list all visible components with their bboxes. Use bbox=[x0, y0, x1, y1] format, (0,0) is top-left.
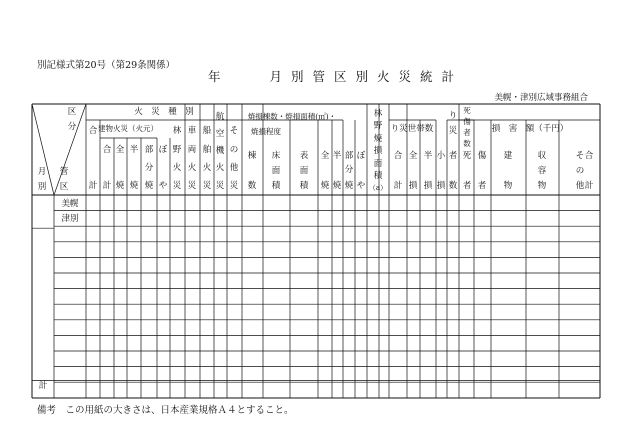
header-label: 舶 bbox=[202, 145, 212, 155]
header-label: 損 bbox=[436, 181, 446, 191]
header-label: り災世帯数 bbox=[390, 124, 434, 134]
header-label: 数 bbox=[247, 181, 257, 191]
header-label: 面 bbox=[299, 166, 309, 176]
header-label: 他 bbox=[575, 181, 585, 191]
header-label: 計 bbox=[102, 181, 112, 191]
header-label: 損 害 額（千円） bbox=[491, 124, 569, 134]
header-label: 者 bbox=[477, 181, 487, 191]
header-label: そ bbox=[575, 151, 585, 161]
header-label: 面 bbox=[271, 166, 281, 176]
header-label: や bbox=[356, 181, 366, 191]
header-label: 面 bbox=[373, 159, 383, 169]
header-label: 積 bbox=[299, 181, 309, 191]
header-label: 者 bbox=[462, 181, 472, 191]
header-label: 全 bbox=[408, 151, 418, 161]
title-main: 月別管区別火災統計 bbox=[269, 69, 464, 84]
header-label: 収 bbox=[537, 151, 547, 161]
header-label: 災 bbox=[172, 181, 182, 191]
header-label: 積 bbox=[373, 171, 383, 181]
header-label: 計 bbox=[393, 181, 403, 191]
header-label: 積 bbox=[271, 181, 281, 191]
header-label: 容 bbox=[537, 166, 547, 176]
header-label: 焼損棟数・焼損面積(㎡)・ bbox=[247, 112, 337, 121]
header-label: 合 bbox=[584, 151, 594, 161]
header-label: 火 bbox=[215, 163, 225, 173]
header-label: 空 bbox=[215, 129, 225, 139]
header-label: の bbox=[229, 145, 239, 155]
header-label: 船 bbox=[202, 126, 212, 136]
header-label: や bbox=[158, 181, 168, 191]
row-label-tsubetsu: 津別 bbox=[61, 214, 79, 224]
header-label: 損 bbox=[408, 181, 418, 191]
header-label: 損 bbox=[423, 181, 433, 191]
header-label: 者 bbox=[448, 151, 458, 161]
header-label: 損 bbox=[373, 146, 383, 156]
header-label: （a） bbox=[368, 184, 388, 192]
header-label: 管 bbox=[59, 167, 69, 177]
header-label: 焼 bbox=[115, 181, 125, 191]
header-label: 火 bbox=[187, 163, 197, 173]
header-label: 火 災 種 別 bbox=[134, 107, 194, 117]
header-label: 表 bbox=[299, 151, 309, 161]
form-number: 別記様式第20号（第29条関係） bbox=[37, 60, 176, 71]
header-label: 部 bbox=[144, 145, 154, 155]
header-label: 林 bbox=[172, 126, 182, 136]
header-label: 災 bbox=[229, 181, 239, 191]
header-label: 建 bbox=[503, 151, 513, 161]
header-label: 建物火災（火元） bbox=[98, 124, 158, 133]
header-label: ぼ bbox=[158, 145, 168, 155]
footnote: 備考 この用紙の大きさは、日本産業規格Ａ４とすること。 bbox=[37, 405, 294, 416]
header-label: 棟 bbox=[247, 151, 257, 161]
row-label-bihoro: 美幌 bbox=[61, 199, 79, 209]
row-label-total: 計 bbox=[38, 381, 48, 391]
header-label: 機 bbox=[215, 146, 225, 156]
title-year: 年 bbox=[208, 69, 222, 84]
header-label: 野 bbox=[373, 121, 383, 131]
header-label: 者 bbox=[463, 128, 471, 137]
header-label: 焼 bbox=[344, 181, 354, 191]
header-label: 焼 bbox=[373, 134, 383, 144]
header-label: の bbox=[575, 166, 585, 176]
header-label: 別 bbox=[37, 182, 47, 192]
header-label: 半 bbox=[332, 151, 342, 161]
header-label: 数 bbox=[463, 139, 471, 148]
header-label: 合 bbox=[393, 151, 403, 161]
header-label: 焼 bbox=[129, 181, 139, 191]
header-label: り bbox=[448, 111, 458, 121]
header-label: 死 bbox=[463, 106, 471, 115]
header-label: 床 bbox=[271, 151, 281, 161]
header-label: 傷 bbox=[477, 151, 487, 161]
header-label: 月 bbox=[37, 167, 47, 177]
organization-name: 美幌・津別広域事務組合 bbox=[494, 93, 588, 103]
header-label: 傷 bbox=[463, 117, 471, 126]
header-label: 区 bbox=[67, 107, 77, 117]
header-label: 災 bbox=[448, 126, 458, 136]
header-label: 焼 bbox=[320, 181, 330, 191]
header-label: 物 bbox=[503, 181, 513, 191]
header-label: 車 bbox=[187, 126, 197, 136]
header-label: 合 bbox=[88, 126, 98, 136]
header-label: 小 bbox=[436, 151, 446, 161]
header-label: そ bbox=[229, 126, 239, 136]
header-label: 林 bbox=[373, 109, 383, 119]
header-label: 火 bbox=[202, 163, 212, 173]
header-label: 両 bbox=[187, 145, 197, 155]
header-label: 焼 bbox=[332, 181, 342, 191]
header-label: 分 bbox=[67, 122, 77, 132]
header-label: 部 bbox=[344, 151, 354, 161]
header-label: 災 bbox=[202, 181, 212, 191]
header-label: 他 bbox=[229, 163, 239, 173]
header-label: 野 bbox=[172, 145, 182, 155]
header-label: 火 bbox=[172, 163, 182, 173]
header-label: 半 bbox=[129, 145, 139, 155]
header-label: ぼ bbox=[356, 151, 366, 161]
header-label: 計 bbox=[584, 181, 594, 191]
header-label: 物 bbox=[537, 181, 547, 191]
header-label: 分 bbox=[144, 163, 154, 173]
header-label: 焼損程度 bbox=[251, 127, 281, 136]
header-label: 災 bbox=[187, 181, 197, 191]
header-label: 区 bbox=[59, 182, 69, 192]
header-label: 全 bbox=[115, 145, 125, 155]
header-label: 合 bbox=[102, 145, 112, 155]
header-label: 計 bbox=[88, 181, 98, 191]
header-label: 半 bbox=[423, 151, 433, 161]
header-label: 焼 bbox=[144, 181, 154, 191]
header-label: 全 bbox=[320, 151, 330, 161]
header-label: 死 bbox=[462, 151, 472, 161]
header-label: 分 bbox=[344, 165, 354, 175]
table-labels bbox=[38, 106, 594, 391]
header-label: 航 bbox=[215, 112, 225, 122]
header-label: 災 bbox=[215, 181, 225, 191]
header-label: 数 bbox=[448, 181, 458, 191]
